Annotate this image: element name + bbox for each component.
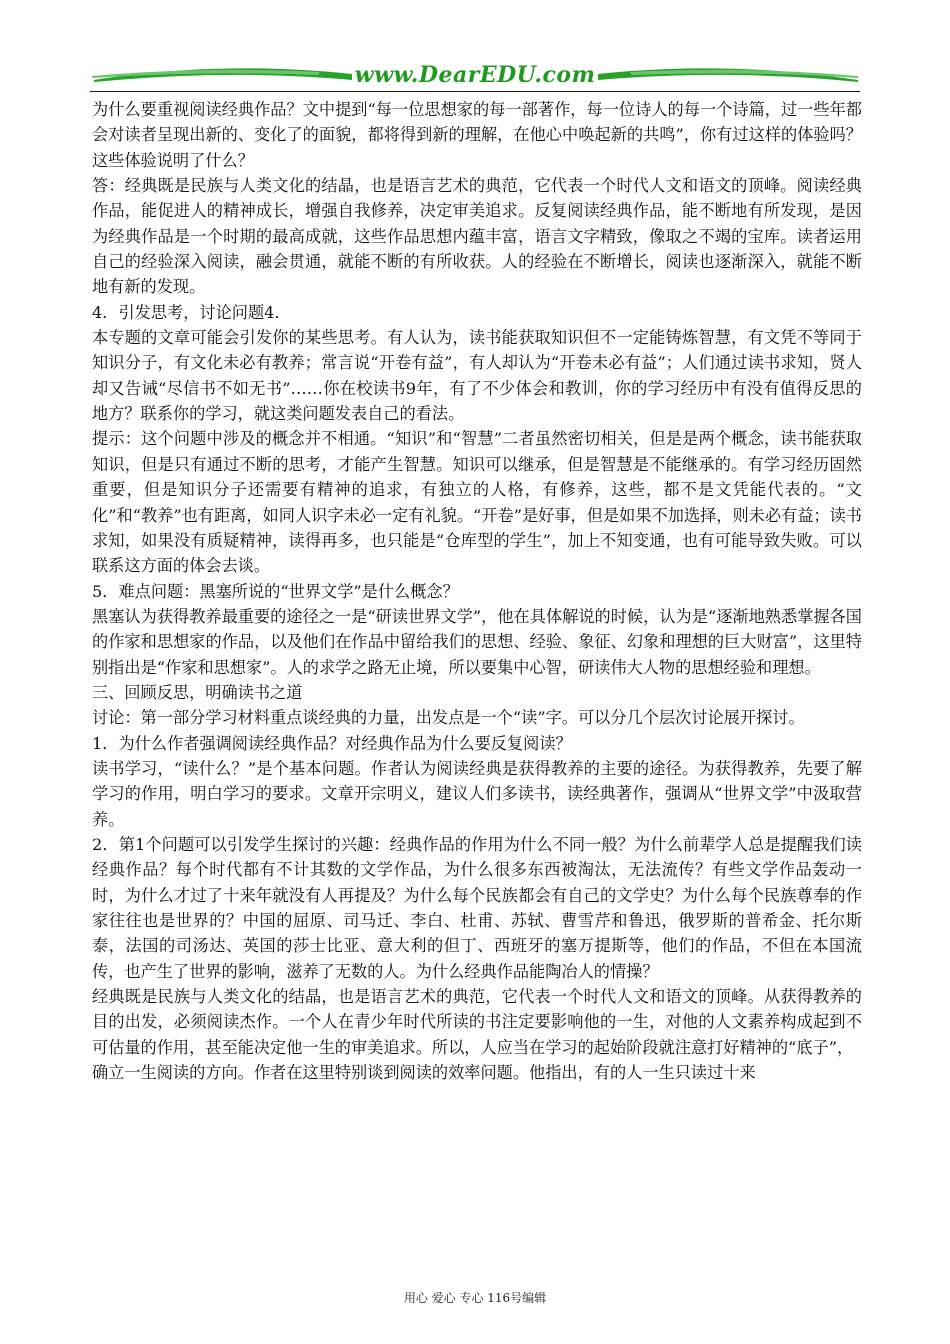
- question-paragraph: 本专题的文章可能会引发你的某些思考。有人认为，读书能获取知识但不一定能铸炼智慧，有文凭不等同于知识分子，有文化未必有教养；常言说“开卷有益”，有人却认为“开卷未必有益”；人们通过读书求知，贤人却又告诫“尽信书不如无书”……你在校读书9年，有了不少体会和教训，你的学习经历中有没有值得反思的地方？联系你的学习，就这类问题发表自己的看法。: [92, 328, 862, 424]
- site-logo[interactable]: www.DearEDU.com: [354, 62, 596, 88]
- body-paragraph: 2．第1个问题可以引发学生探讨的兴趣：经典作品的作用为什么不同一般？为什么前辈学人总是提醒我们读经典作品？每个时代都有不计其数的文学作品，为什么很多东西被淘汰，无法流传？有些文学作品轰动一时，为什么才过了十来年就没有人再提及？为什么每个民族都会有自己的文学史？为什么每个民族尊奉的作家往往也是世界的？中国的屈原、司马迁、李白、杜甫、苏轼、曹雪芹和鲁迅，俄罗斯的普希金、托尔斯泰，法国的司汤达、英国的莎士比亚、意大利的但丁、西班牙的塞万提斯等，他们的作品，不但在本国流传，也产生了世界的影响，滋养了无数的人。为什么经典作品能陶冶人的情操？: [92, 834, 862, 981]
- body-paragraph: 确立一生阅读的方向。作者在这里特别谈到阅读的效率问题。他指出，有的人一生只读过十来: [92, 1063, 756, 1083]
- body-paragraph: 读书学习，“读什么？”是个基本问题。作者认为阅读经典是获得教养的主要的途径。为获得教养，先要了解学习的作用，明白学习的要求。文章开宗明义，建议人们多读书，读经典著作，强调从“世界文学”中汲取营养。: [92, 758, 862, 829]
- site-header: [90, 58, 860, 94]
- section-heading: 4．引发思考，讨论问题4．: [92, 302, 291, 322]
- question-paragraph: 为什么要重视阅读经典作品？文中提到“每一位思想家的每一部著作，每一位诗人的每一个诗篇，过一些年都会对读者呈现出新的、变化了的面貌，都将得到新的理解，在他心中唤起新的共鸣”，你有过这样的体验吗？这些体验说明了什么？: [92, 100, 862, 170]
- section-heading: 三、回顾反思，明确读书之道: [92, 682, 303, 702]
- document-body: [92, 97, 862, 1085]
- body-paragraph: 经典既是民族与人类文化的结晶，也是语言艺术的典范，它代表一个时代人文和语文的顶峰。从获得教养的目的出发，必须阅读杰作。一个人在青少年时代所读的书注定要影响他的一生，对他的人文素养构成起到不可估量的作用，甚至能决定他一生的审美追求。所以，人应当在学习的起始阶段就注意打好精神的“底子”，: [92, 987, 862, 1057]
- section-heading: 5．难点问题：黑塞所说的“世界文学”是什么概念？: [92, 581, 459, 601]
- answer-paragraph: 答：经典既是民族与人类文化的结晶，也是语言艺术的典范，它代表一个时代人文和语文的顶峰。阅读经典作品，能促进人的精神成长，增强自我修养，决定审美追求。反复阅读经典作品，能不断地有所发现，是因为经典作品是一个时期的最高成就，这些作品思想内蕴丰富，语言文字精致，像取之不竭的宝库。读者运用自己的经验深入阅读，融会贯通，就能不断的有所收获。人的经验在不断增长，阅读也逐渐深入，就能不断地有新的发现。: [92, 176, 862, 297]
- body-paragraph: 黑塞认为获得教养最重要的途径之一是“研读世界文学”，他在具体解说的时候，认为是“逐渐地熟悉掌握各国的作家和思想家的作品，以及他们在作品中留给我们的思想、经验、象征、幻象和理想的巨大财富”，这里特别指出是“作家和思想家”。人的求学之路无止境，所以要集中心智，研读伟大人物的思想经验和理想。: [92, 606, 862, 677]
- hint-paragraph: 提示：这个问题中涉及的概念并不相通。“知识”和“智慧”二者虽然密切相关，但是是两个概念，读书能获取知识，但是只有通过不断的思考，才能产生智慧。知识可以继承，但是智慧是不能继承的。有学习经历固然重要，但是知识分子还需要有精神的追求，有独立的人格，有修养，这些，都不是文凭能代表的。“文化”和“教养”也有距离，如同人识字未必一定有礼貌。“开卷”是好事，但是如果不加选择，则未必有益；读书求知，如果没有质疑精神，读得再多，也只能是“仓库型的学生”，加上不知变通，也有可能导致失败。可以联系这方面的体会去谈。: [92, 429, 862, 576]
- page-footer: 用心 爱心 专心 116号编辑: [403, 1291, 547, 1305]
- section-heading: 1．为什么作者强调阅读经典作品？对经典作品为什么要反复阅读？: [92, 733, 572, 753]
- header-divider: [90, 91, 860, 92]
- discussion-paragraph: 讨论：第一部分学习材料重点谈经典的力量，出发点是一个“读”字。可以分几个层次讨论展开探讨。: [92, 708, 805, 728]
